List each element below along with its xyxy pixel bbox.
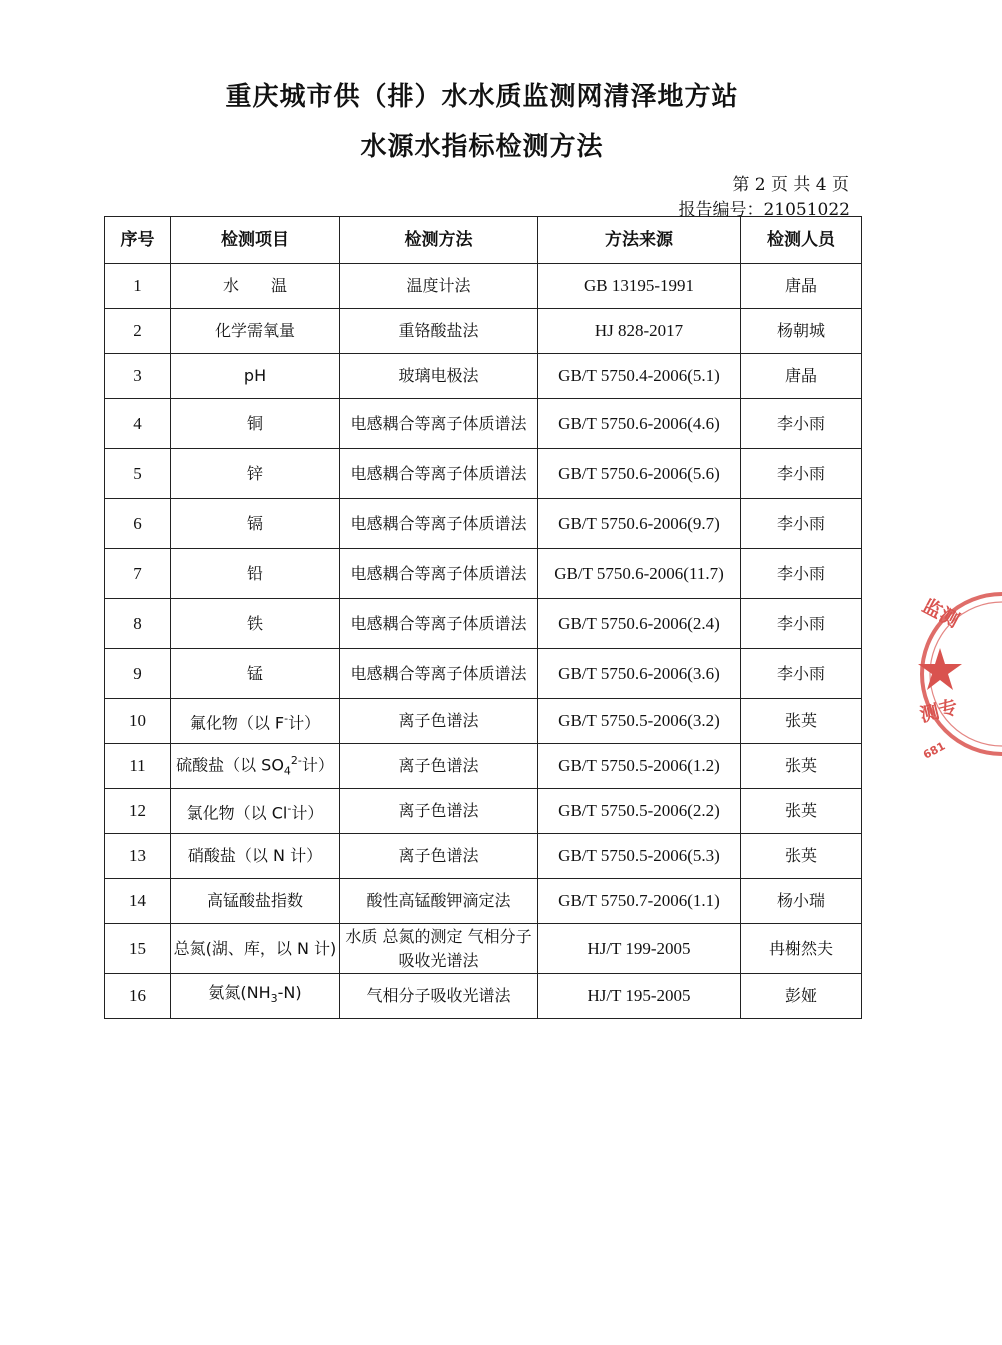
cell-no: 5 [105,449,171,499]
cell-method: 水质 总氮的测定 气相分子吸收光谱法 [340,924,538,974]
cell-no: 1 [105,264,171,309]
cell-item-sub: 3 [270,992,278,1006]
page-number: 第 2 页 共 4 页 [732,175,849,195]
table-row [105,699,862,744]
stamp-text-bottom: 681 [921,739,948,762]
cell-person: 唐晶 [741,264,862,309]
cell-source: GB/T 5750.7-2006(1.1) [538,879,741,924]
table-row [105,744,862,789]
cell-person: 冉榭然夫 [741,924,862,974]
cell-item [171,974,340,1019]
table-row [105,974,862,1019]
cell-method: 电感耦合等离子体质谱法 [340,449,538,499]
cell-no: 12 [105,789,171,834]
official-seal-stamp [918,582,1002,766]
cell-item-suffix: 计） [288,713,321,733]
cell-no: 16 [105,974,171,1019]
col-header-item: 检测项目 [171,217,340,264]
cell-source: HJ/T 199-2005 [538,924,741,974]
table-row [105,264,862,309]
cell-no: 4 [105,399,171,449]
cell-method: 温度计法 [340,264,538,309]
cell-item-suffix: 计） [291,803,324,823]
cell-person: 唐晶 [741,354,862,399]
cell-item: 铁 [171,599,340,649]
cell-method: 离子色谱法 [340,789,538,834]
cell-source: GB/T 5750.6-2006(2.4) [538,599,741,649]
cell-person: 李小雨 [741,499,862,549]
cell-item-prefix: 氟化物（以 F [189,713,285,733]
cell-method: 气相分子吸收光谱法 [340,974,538,1019]
report-number: 报告编号：21051022 [678,200,850,220]
cell-person: 李小雨 [741,399,862,449]
cell-person: 李小雨 [741,649,862,699]
cell-source: GB/T 5750.5-2006(5.3) [538,834,741,879]
cell-item: 水 温 [171,264,340,309]
cell-no: 14 [105,879,171,924]
cell-method: 离子色谱法 [340,834,538,879]
cell-item: 硝酸盐（以 N 计） [171,834,340,879]
cell-person: 彭娅 [741,974,862,1019]
cell-method: 电感耦合等离子体质谱法 [340,499,538,549]
cell-person: 李小雨 [741,549,862,599]
col-header-method: 检测方法 [340,217,538,264]
cell-source: GB/T 5750.5-2006(2.2) [538,789,741,834]
table-row [105,599,862,649]
col-header-person: 检测人员 [741,217,862,264]
cell-method: 玻璃电极法 [340,354,538,399]
table-row [105,549,862,599]
cell-source: GB/T 5750.6-2006(9.7) [538,499,741,549]
cell-item: 铅 [171,549,340,599]
report-title: 重庆城市供（排）水水质监测网清泽地方站 [225,82,739,112]
table-header-row [105,217,862,264]
table-row [105,499,862,549]
table-row [105,649,862,699]
cell-item: 镉 [171,499,340,549]
cell-source: HJ/T 195-2005 [538,974,741,1019]
cell-person: 李小雨 [741,449,862,499]
cell-no: 7 [105,549,171,599]
cell-no: 11 [105,744,171,789]
cell-item: 锌 [171,449,340,499]
cell-item-prefix: 氯化物（以 Cl [186,803,288,823]
cell-item [171,744,340,789]
cell-no: 10 [105,699,171,744]
cell-item: pH [171,354,340,399]
cell-source: GB/T 5750.6-2006(11.7) [538,549,741,599]
cell-item: 高锰酸盐指数 [171,879,340,924]
col-header-no: 序号 [105,217,171,264]
table-row [105,449,862,499]
cell-item-prefix: 硫酸盐（以 SO [176,755,284,775]
table-row [105,924,862,974]
cell-item: 锰 [171,649,340,699]
cell-method: 电感耦合等离子体质谱法 [340,549,538,599]
cell-no: 2 [105,309,171,354]
cell-method: 电感耦合等离子体质谱法 [340,599,538,649]
cell-no: 15 [105,924,171,974]
cell-item-prefix: 氨氮(NH [208,982,271,1002]
cell-item-suffix: 计） [301,755,334,775]
table-row [105,354,862,399]
cell-method: 酸性高锰酸钾滴定法 [340,879,538,924]
cell-source: HJ 828-2017 [538,309,741,354]
cell-item-sup: - [287,801,292,815]
cell-person: 李小雨 [741,599,862,649]
cell-method: 电感耦合等离子体质谱法 [340,399,538,449]
stamp-text-mid: 测专 [917,696,961,727]
table-row [105,399,862,449]
cell-method: 离子色谱法 [340,744,538,789]
table-body [105,264,862,1019]
cell-person: 张英 [741,744,862,789]
methods-table [104,216,862,1019]
cell-no: 6 [105,499,171,549]
table-row [105,789,862,834]
cell-source: GB/T 5750.6-2006(5.6) [538,449,741,499]
cell-source: GB/T 5750.6-2006(3.6) [538,649,741,699]
stamp-text-top: 监测 [918,594,963,633]
cell-item-sup: - [284,711,289,725]
cell-source: GB 13195-1991 [538,264,741,309]
cell-source: GB/T 5750.4-2006(5.1) [538,354,741,399]
cell-no: 9 [105,649,171,699]
table-row [105,879,862,924]
col-header-source: 方法来源 [538,217,741,264]
cell-person: 张英 [741,834,862,879]
cell-item: 总氮(湖、库，以 N 计) [171,924,340,974]
table-row [105,834,862,879]
report-subtitle: 水源水指标检测方法 [360,132,604,162]
table-row [105,309,862,354]
cell-item-sup: 2- [290,753,302,767]
cell-person: 张英 [741,699,862,744]
cell-method: 重铬酸盐法 [340,309,538,354]
cell-no: 13 [105,834,171,879]
cell-no: 8 [105,599,171,649]
cell-source: GB/T 5750.5-2006(1.2) [538,744,741,789]
cell-person: 杨朝城 [741,309,862,354]
cell-method: 电感耦合等离子体质谱法 [340,649,538,699]
cell-item [171,699,340,744]
cell-person: 杨小瑞 [741,879,862,924]
cell-method: 离子色谱法 [340,699,538,744]
cell-item [171,789,340,834]
cell-person: 张英 [741,789,862,834]
cell-item: 化学需氧量 [171,309,340,354]
cell-item: 铜 [171,399,340,449]
cell-no: 3 [105,354,171,399]
cell-item-suffix: -N) [277,982,302,1002]
cell-source: GB/T 5750.5-2006(3.2) [538,699,741,744]
cell-item-sub: 4 [283,764,291,778]
cell-source: GB/T 5750.6-2006(4.6) [538,399,741,449]
